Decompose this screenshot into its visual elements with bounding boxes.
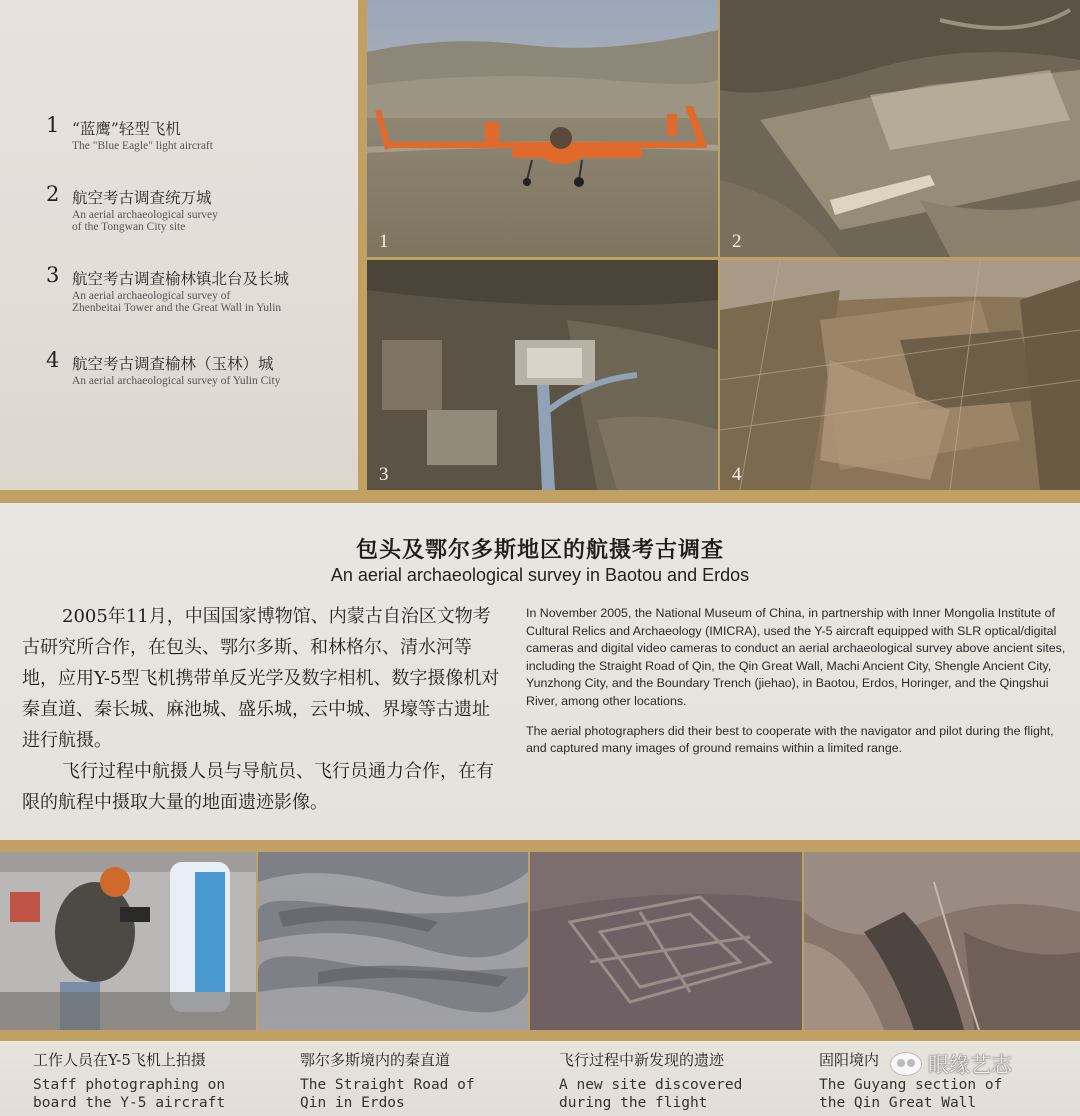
guyang-photo-art [804, 852, 1080, 1030]
photo-number: 2 [732, 231, 742, 252]
top-captions-board [0, 0, 358, 490]
body-zh-paragraph-1: 2005年11月，中国国家博物馆、内蒙古自治区文物考古研究所合作，在包头、鄂尔多斯、和林格尔、清水河等地，应用Y-5型飞机携带单反光学及数字相机、数字摄像机对秦直道、秦长城、麻池城、盛乐城，云中城、界壕等古遗址进行航摄。 [22, 606, 500, 751]
board-title-zh: 包头及鄂尔多斯地区的航摄考古调查 [355, 537, 724, 563]
photo-tongwan-aerial [720, 0, 1080, 257]
photo-zhenbeitai-aerial [367, 260, 718, 490]
bottom-caption-en: A new site discovered during the flight [559, 1077, 743, 1111]
caption-zh: “蓝鹰”轻型飞机 [72, 120, 181, 138]
caption-zh: 航空考古调查统万城 [72, 189, 212, 207]
bottom-caption-en: The Straight Road of Qin in Erdos [300, 1077, 475, 1111]
photo-number: 1 [379, 231, 389, 252]
caption-zh: 航空考古调查榆林（玉林）城 [72, 355, 274, 373]
bottom-caption-3 [559, 1049, 809, 1112]
caption-zh: 航空考古调查榆林镇北台及长城 [72, 270, 290, 288]
bottom-caption-zh: 工作人员在Y-5飞机上拍摄 [33, 1051, 206, 1069]
photo-yulin-aerial [720, 260, 1080, 490]
caption-en: An aerial archaeological survey of the Tongwan City site [72, 209, 218, 233]
photo-straight-road-qin [258, 852, 528, 1030]
caption-en: An aerial archaeological survey of Yulin City [72, 375, 281, 387]
caption-number: 2 [46, 182, 60, 206]
yulin-photo-art [720, 260, 1080, 490]
wechat-icon [890, 1052, 922, 1076]
caption-number: 3 [46, 263, 60, 287]
bottom-caption-1 [33, 1049, 283, 1112]
photo-number: 3 [379, 464, 389, 485]
bottom-caption-zh: 鄂尔多斯境内的秦直道 [300, 1051, 451, 1069]
bottom-caption-en: The Guyang section of the Qin Great Wall [819, 1077, 1003, 1111]
body-en [526, 605, 1066, 770]
staff-photo-art [0, 852, 256, 1030]
caption-number: 1 [46, 113, 60, 137]
tongwan-photo-art [720, 0, 1080, 257]
watermark [890, 1049, 1012, 1079]
body-en-paragraph-2: The aerial photographers did their best to cooperate with the navigator and pilot during the flight, and captured many images of ground remains within a limited range. [526, 723, 1054, 756]
photo-staff-on-aircraft [0, 852, 256, 1030]
body-zh [22, 601, 506, 818]
bottom-caption-en: Staff photographing on board the Y-5 aircraft [33, 1077, 226, 1111]
new-site-photo-art [530, 852, 802, 1030]
bottom-caption-zh: 飞行过程中新发现的遗迹 [559, 1051, 725, 1069]
photo-new-site [530, 852, 802, 1030]
caption-en: An aerial archaeological survey of Zhenbeitai Tower and the Great Wall in Yulin [72, 290, 282, 314]
bottom-caption-2 [300, 1049, 550, 1112]
photo-blue-eagle-aircraft [367, 0, 718, 257]
board-title-en: An aerial archaeological survey in Baotou and Erdos [330, 565, 750, 585]
bottom-caption-zh: 固阳境内 [819, 1051, 880, 1069]
straight-road-photo-art [258, 852, 528, 1030]
caption-en: The "Blue Eagle" light aircraft [72, 140, 213, 152]
body-zh-paragraph-2: 飞行过程中航摄人员与导航员、飞行员通力合作，在有限的航程中摄取大量的地面遗迹影像。 [22, 761, 494, 813]
main-text-board [0, 503, 1080, 840]
watermark-text: 眼缘艺志 [928, 1053, 1012, 1077]
photo-number: 4 [732, 464, 742, 485]
aircraft-photo-art [367, 0, 718, 257]
zhenbeitai-photo-art [367, 260, 718, 490]
body-en-paragraph-1: In November 2005, the National Museum of China, in partnership with Inner Mongolia Institute of Cultural Relics and Archaeology (IMICRA), used the Y-5 aircraft equipped with SLR optical/digital cameras and digital video cameras to conduct an aerial archaeological survey above ancient sites, including the Straight Road of Qin, the Qin Great Wall, Machi Ancient City, Shengle Ancient City, Yunzhong City, and the Boundary Trench (jiehao), in Baotou, Erdos, Horinger, and the Qingshui River, among other locations. [526, 606, 1066, 708]
caption-number: 4 [46, 348, 60, 372]
photo-guyang-great-wall [804, 852, 1080, 1030]
